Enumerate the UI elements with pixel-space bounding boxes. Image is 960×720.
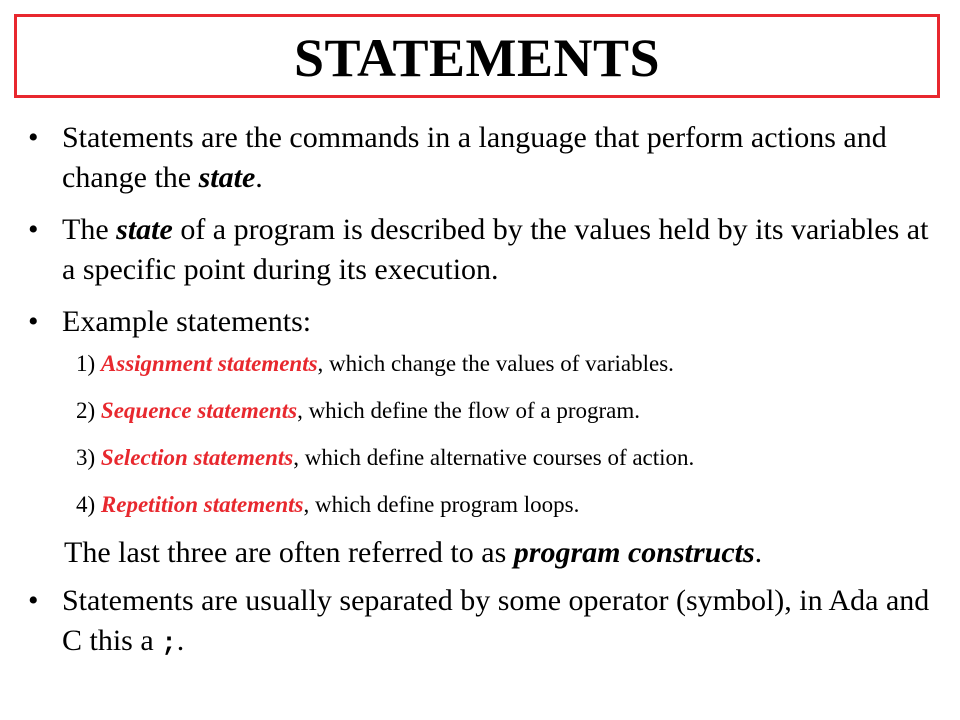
bullet-emphasis: state <box>198 161 256 194</box>
bullet-text: Statements are usually separated by some operator (symbol), in Ada and C this a <box>62 584 930 657</box>
bullet-text: Statements are the commands in a language that perform actions and change the <box>62 121 887 194</box>
bullet-marker: • <box>28 584 39 617</box>
bullet-text-end: . <box>255 161 263 194</box>
example-description: , which define program loops. <box>303 492 580 517</box>
example-description: , which define the flow of a program. <box>297 398 641 423</box>
semicolon-code: ; <box>161 628 177 658</box>
slide-content <box>0 118 960 663</box>
bullet-state-definition <box>0 210 960 290</box>
example-term: Assignment statements <box>100 351 318 376</box>
bullet-marker: • <box>28 213 39 246</box>
bullet-marker: • <box>28 305 39 338</box>
bullet-separator <box>0 581 960 663</box>
bullet-text-end: of a program is described by the values held by its variables at a specific point during its execution. <box>62 213 929 286</box>
summary-emphasis: program constructs <box>513 536 755 569</box>
bullet-text-end: . <box>176 624 185 657</box>
example-term: Selection statements <box>100 445 294 470</box>
example-item-assignment <box>76 349 960 396</box>
example-description: , which define alternative courses of action. <box>293 445 695 470</box>
example-number: 2) <box>76 398 101 423</box>
bullet-text: Example statements: <box>62 305 312 338</box>
example-number: 3) <box>76 445 101 470</box>
summary-text: The last three are often referred to as <box>64 536 514 569</box>
example-term: Sequence statements <box>100 398 298 423</box>
example-item-selection <box>76 443 960 490</box>
example-item-repetition <box>76 490 960 537</box>
example-number: 1) <box>76 351 101 376</box>
slide-title: STATEMENTS <box>293 28 661 88</box>
example-description: , which change the values of variables. <box>317 351 674 376</box>
program-constructs-note <box>0 533 960 573</box>
summary-text-end: . <box>754 536 763 569</box>
bullet-statements-definition <box>0 118 960 198</box>
example-term: Repetition statements <box>100 492 304 517</box>
bullet-marker: • <box>28 121 39 154</box>
example-item-sequence <box>76 396 960 443</box>
example-number: 4) <box>76 492 101 517</box>
bullet-text: The <box>62 213 117 246</box>
title-box <box>14 14 940 98</box>
bullet-example-heading <box>0 302 960 342</box>
bullet-emphasis: state <box>116 213 173 246</box>
example-list <box>0 349 960 537</box>
